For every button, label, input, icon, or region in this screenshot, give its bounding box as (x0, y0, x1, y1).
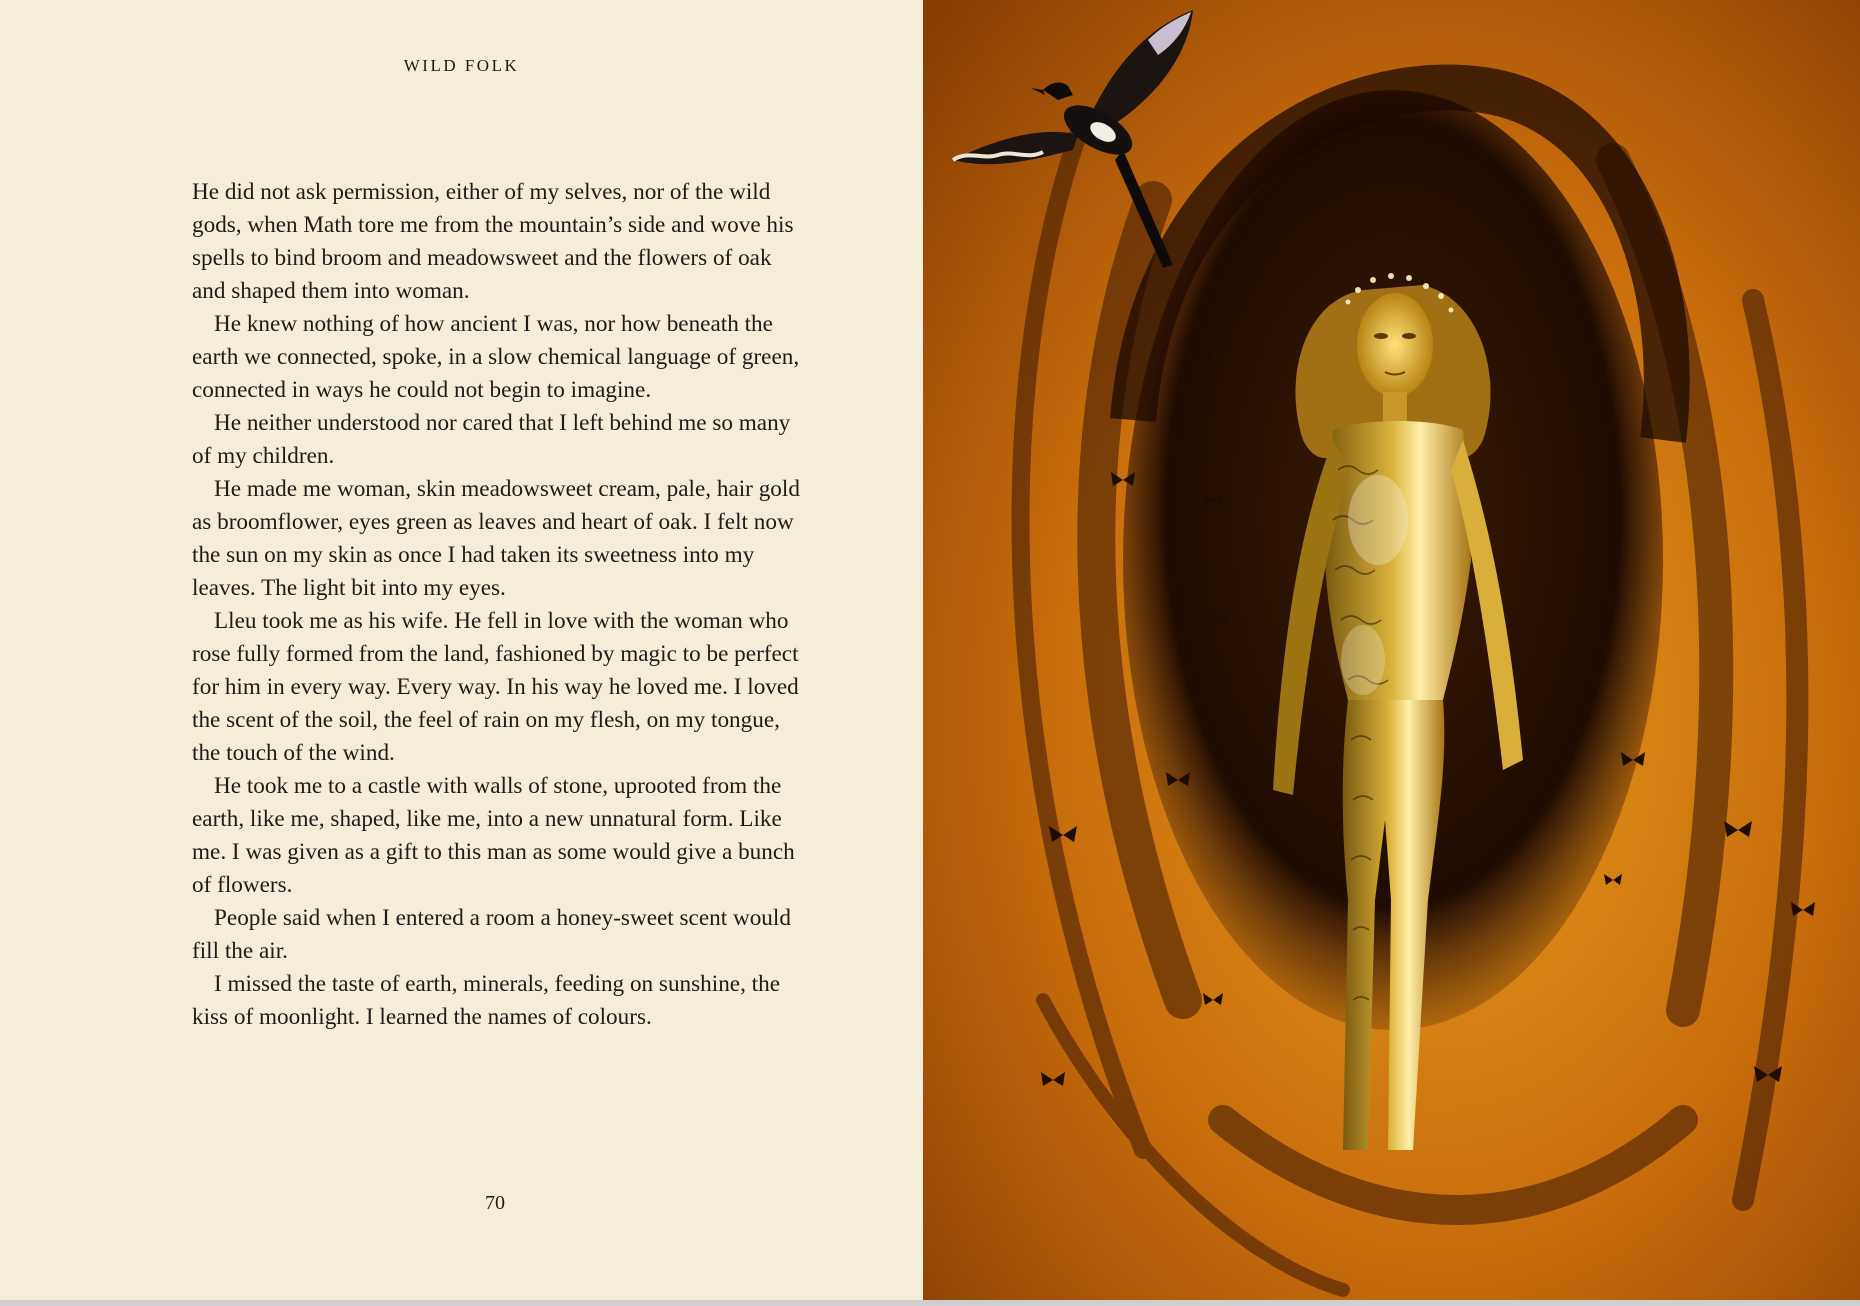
paragraph: He made me woman, skin meadowsweet cream, pale, hair gold as broomflower, eyes green as leaves and heart of oak. I felt now the sun on my skin as once I had taken its sweetness into my leaves. The light bit into my eyes. (192, 476, 800, 601)
paragraph: Lleu took me as his wife. He fell in love with the woman who rose fully formed from the land, fashioned by magic to be perfect for him in every way. Every way. In his way he loved me. I loved the scent of the soil, the feel of rain on my flesh, on my tongue, the touch of the wind. (192, 608, 799, 766)
paragraph: People said when I entered a room a honey-sweet scent would fill the air. (192, 905, 791, 964)
paragraph: He did not ask permission, either of my selves, nor of the wild gods, when Math tore me from the mountain’s side and wove his spells to bind broom and meadowsweet and the flowers of oak and shaped them into woman. (192, 179, 794, 304)
paragraph: He took me to a castle with walls of stone, uprooted from the earth, like me, shaped, like me, into a new unnatural form. Like me. I was given as a gift to this man as some would give a bunch of flowers. (192, 773, 795, 898)
running-head: WILD FOLK (403, 56, 520, 75)
illustration-page (923, 0, 1860, 1300)
paragraph: He neither understood nor cared that I left behind me so many of my children. (192, 410, 791, 469)
text-page (0, 0, 923, 1300)
page-edge (0, 1300, 1860, 1306)
illustration (923, 0, 1860, 1300)
paragraph: I missed the taste of earth, minerals, feeding on sunshine, the kiss of moonlight. I learned the names of colours. (192, 971, 781, 1030)
paragraph: He knew nothing of how ancient I was, nor how beneath the earth we connected, spoke, in a slow chemical language of green, connected in ways he could not begin to imagine. (192, 311, 800, 403)
body-text (192, 176, 807, 1034)
page-number: 70 (485, 1192, 505, 1214)
